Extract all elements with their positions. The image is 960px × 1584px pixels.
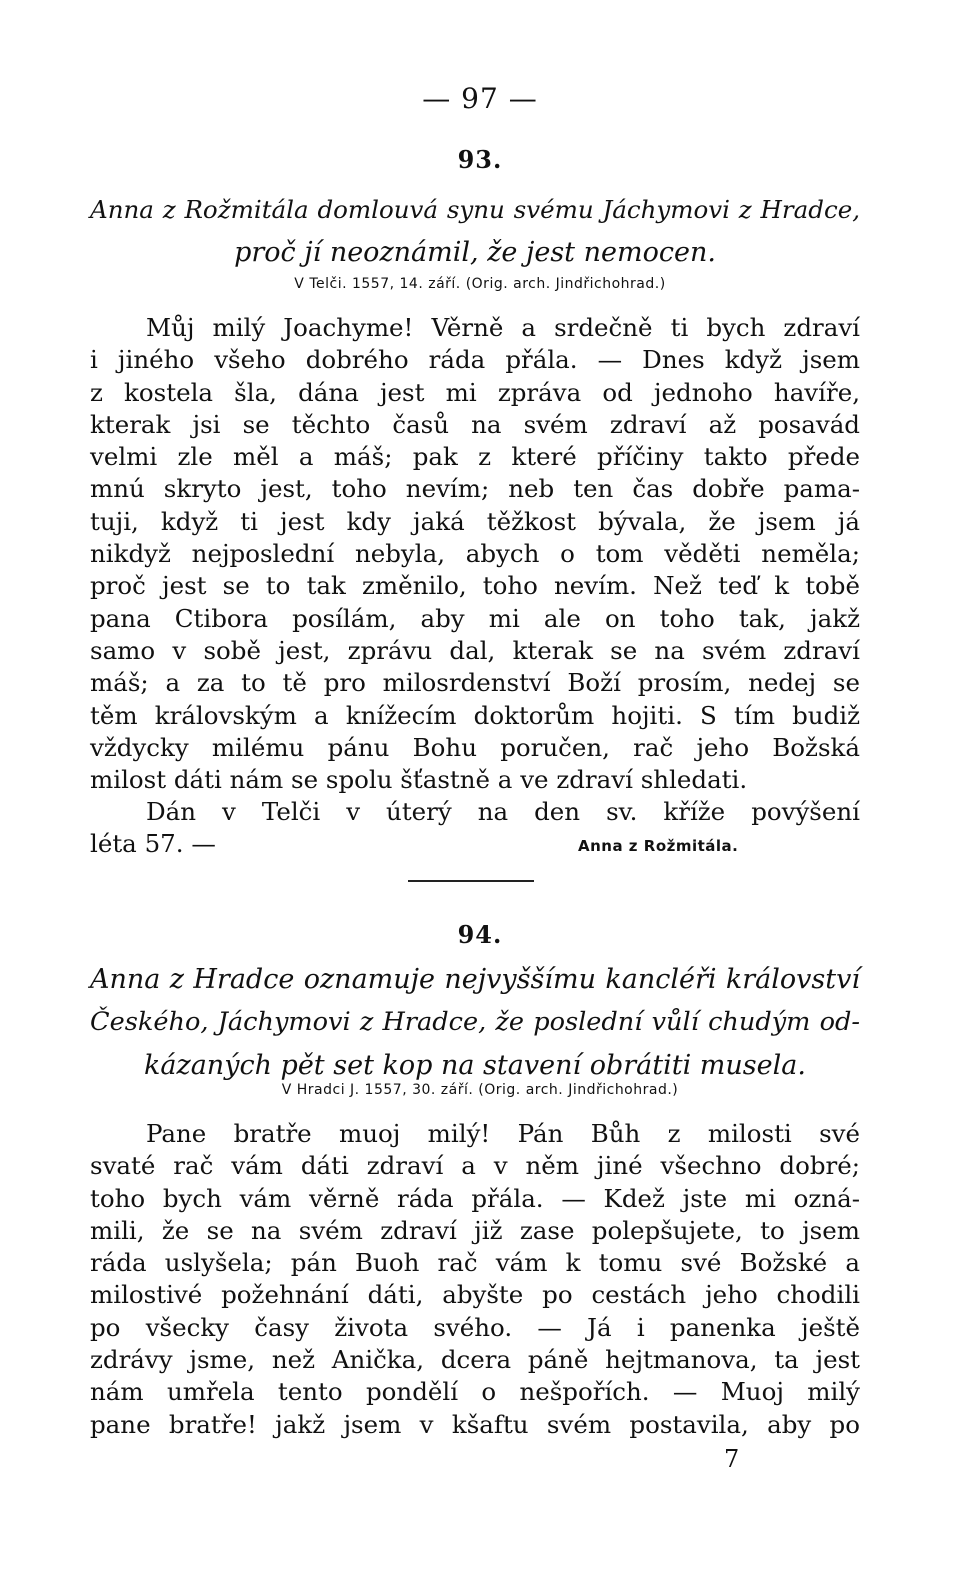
letter-93-body-line: z kostela šla, dána jest mi zpráva od jednoho havíře, (90, 377, 860, 407)
letter-93-heading-line: proč jí neoznámil, že jest nemocen. (234, 237, 716, 268)
letter-94-heading-line: Anna z Hradce oznamuje nejvyššímu kancléři království (90, 964, 860, 995)
letter-93-signature: Anna z Rožmitála. (578, 837, 739, 855)
letter-93-heading (90, 188, 860, 274)
letter-94-body-line: toho bych vám věrně ráda přála. — Kdež jste mi ozná- (90, 1183, 860, 1213)
letter-94-body-line: ráda uslyšela; pán Buoh rač vám k tomu své Božské a (90, 1248, 860, 1278)
letter-94-heading (90, 958, 860, 1087)
letter-93-body-line: těm královským a knížecím doktorům hojiti. S tím budiž (90, 700, 860, 730)
letter-93-body (90, 312, 860, 829)
letter-94-heading-line: Českého, Jáchymovi z Hradce, že poslední vůlí chudým od- (90, 1007, 860, 1037)
letter-93-source: V Telči. 1557, 14. září. (Orig. arch. Jindřichohrad.) (294, 276, 666, 292)
signature-mark: 7 (724, 1445, 740, 1473)
letter-94-body-line: po všecky časy života svého. — Já i panenka ještě (90, 1312, 860, 1342)
letter-94-heading-line: kázaných pět set kop na stavení obrátiti musela. (144, 1050, 806, 1081)
letter-93-body-line: pana Ctibora posílám, aby mi ale on toho tak, jakž (90, 603, 860, 633)
letter-93-body-line: samo v sobě jest, zprávu dal, kterak se na svém zdraví (90, 635, 860, 665)
letter-93-body-line: proč jest se to tak změnilo, toho nevím. Než teď k tobě (90, 571, 860, 601)
section-divider (408, 880, 534, 882)
letter-94-body (90, 1118, 860, 1441)
letter-94-body-line: milostivé požehnání dáti, abyšte po cestách jeho chodili (90, 1280, 860, 1310)
page-number: — 97 — (422, 82, 538, 115)
letter-93-body-line: kterak jsi se těchto časů na svém zdraví až posavád (90, 409, 860, 439)
letter-93-body-line: Dán v Telči v úterý na den sv. kříže povýšení (146, 797, 860, 827)
letter-93-body-line: i jiného všeho dobrého ráda přála. — Dnes když jsem (90, 345, 860, 375)
letter-94-body-line: Pane bratře muoj milý! Pán Bůh z milosti své (146, 1119, 860, 1148)
letter-93-closing-date: léta 57. — (90, 829, 216, 858)
letter-94-number: 94. (457, 920, 503, 949)
letter-94-source: V Hradci J. 1557, 30. září. (Orig. arch. Jindřichohrad.) (281, 1082, 679, 1098)
letter-94-body-line: nám umřela tento pondělí o nešpořích. — Muoj milý (90, 1377, 860, 1407)
letter-93-body-line: velmi zle měl a máš; pak z které příčiny takto přede (90, 442, 860, 472)
letter-93-body-line: Můj milý Joachyme! Věrně a srdečně ti bych zdraví (146, 313, 860, 342)
letter-94-body-line: mili, že se na svém zdraví již zase polepšujete, to jsem (90, 1215, 860, 1245)
letter-93-body-line: vždycky milému pánu Bohu poručen, rač jeho Božská (90, 732, 860, 762)
letter-93-body-line: mnú skryto jest, toho nevím; neb ten čas dobře pama- (90, 474, 860, 504)
letter-93-number: 93. (457, 145, 503, 174)
letter-93-heading-line: Anna z Rožmitála domlouvá synu svému Jáchymovi z Hradce, (90, 195, 860, 224)
letter-94-body-line: zdrávy jsme, než Anička, dcera páně hejtmanova, ta jest (90, 1345, 860, 1375)
letter-93-body-line: nikdyž nejposlední nebyla, abych o tom věděti neměla; (90, 539, 860, 569)
letter-93-body-line: tuji, když ti jest kdy jaká těžkost bývala, že jsem já (90, 506, 860, 536)
letter-94-body-line: svaté rač vám dáti zdraví a v něm jiné všechno dobré; (90, 1151, 860, 1181)
letter-93-body-line: milost dáti nám se spolu šťastně a ve zdraví shledati. (90, 765, 748, 795)
letter-93-body-line: máš; a za to tě pro milosrdenství Boží prosím, nedej se (90, 668, 860, 698)
letter-93-closing (90, 829, 860, 861)
letter-94-body-line: pane bratře! jakž jsem v kšaftu svém postavila, aby po (90, 1409, 860, 1439)
